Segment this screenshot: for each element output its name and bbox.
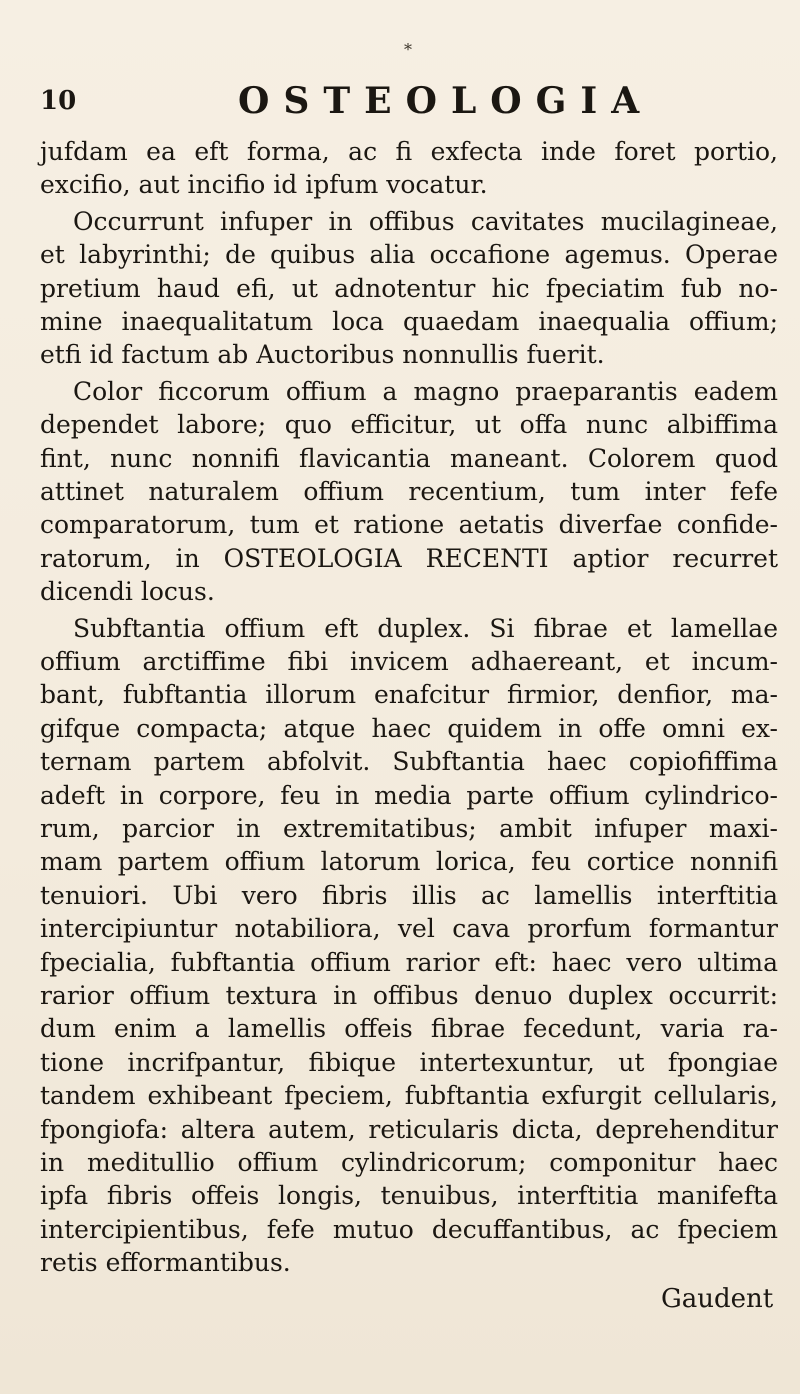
- text-line: ratorum, in OSTEOLOGIA RECENTI aptior recurret: [40, 543, 778, 573]
- text-line: Occurrunt infuper in offibus cavitates mucilagineae,: [73, 206, 778, 236]
- text-line: fint, nunc nonnifi flavicantia maneant. Colorem quod: [40, 443, 778, 473]
- text-line: bant, fubftantia illorum enafcitur firmior, denfior, ma-: [40, 680, 778, 710]
- text-line: pretium haud efi, ut adnotentur hic fpeciatim fub no-: [40, 273, 778, 303]
- text-line: mine inaequalitatum loca quaedam inaequalia offium;: [40, 307, 778, 336]
- text-line: jufdam ea eft forma, ac fi exfecta inde foret portio,: [40, 137, 778, 166]
- text-line: dependet labore; quo efficitur, ut offa nunc albiffima: [40, 410, 778, 440]
- text-line: retis efformantibus.: [40, 1248, 291, 1278]
- text-line: intercipiuntur notabiliora, vel cava prorfum formantur: [40, 914, 778, 944]
- page-header: [0, 80, 800, 120]
- text-line: rum, parcior in extremitatibus; ambit infuper maxi-: [40, 814, 778, 843]
- text-line: in meditullio offium cylindricorum; componitur haec: [40, 1148, 778, 1177]
- text-line: ternam partem abfolvit. Subftantia haec copiofiffima: [40, 747, 778, 777]
- text-line: intercipientibus, fefe mutuo decuffantibus, ac fpeciem: [40, 1214, 778, 1244]
- text-line: tione incrifpantur, fibique intertexuntur, ut fpongiae: [40, 1047, 778, 1077]
- text-line: etfi id factum ab Auctoribus nonnullis fuerit.: [40, 340, 605, 370]
- catchword: Gaudent: [661, 1283, 774, 1314]
- text-line: excifio, aut incifio id ipfum vocatur.: [40, 170, 488, 200]
- text-line: rarior offium textura in offibus denuo duplex occurrit:: [40, 981, 778, 1010]
- text-line: attinet naturalem offium recentium, tum inter fefe: [40, 477, 778, 506]
- text-line: dicendi locus.: [40, 577, 215, 607]
- text-line: adeft in corpore, feu in media parte offium cylindrico-: [40, 780, 778, 810]
- text-line: comparatorum, tum et ratione aetatis diverfae confide-: [40, 510, 778, 540]
- text-line: dum enim a lamellis offeis fibrae fecedunt, varia ra-: [40, 1014, 778, 1044]
- text-line: offium arctiffime fibi invicem adhaereant, et incum-: [40, 647, 778, 676]
- text-line: fpecialia, fubftantia offium rarior eft: haec vero ultima: [40, 947, 778, 977]
- printers-mark: *: [404, 40, 412, 59]
- text-line: Subftantia offium eft duplex. Si fibrae et lamellae: [73, 613, 778, 643]
- text-line: ipfa fibris offeis longis, tenuibus, interftitia manifefta: [40, 1181, 778, 1211]
- text-line: mam partem offium latorum lorica, feu cortice nonnifi: [40, 847, 778, 877]
- page-number: 10: [40, 86, 77, 116]
- text-line: Color ficcorum offium a magno praeparantis eadem: [73, 376, 778, 406]
- running-head: OSTEOLOGIA: [238, 80, 654, 122]
- text-line: et labyrinthi; de quibus alia occafione agemus. Operae: [40, 240, 778, 270]
- text-line: gifque compacta; atque haec quidem in offe omni ex-: [40, 713, 778, 743]
- text-line: tandem exhibeant fpeciem, fubftantia exfurgit cellularis,: [40, 1081, 778, 1111]
- text-line: fpongiofa: altera autem, reticularis dicta, deprehenditur: [40, 1114, 778, 1144]
- text-line: tenuiori. Ubi vero fibris illis ac lamellis interftitia: [40, 880, 778, 910]
